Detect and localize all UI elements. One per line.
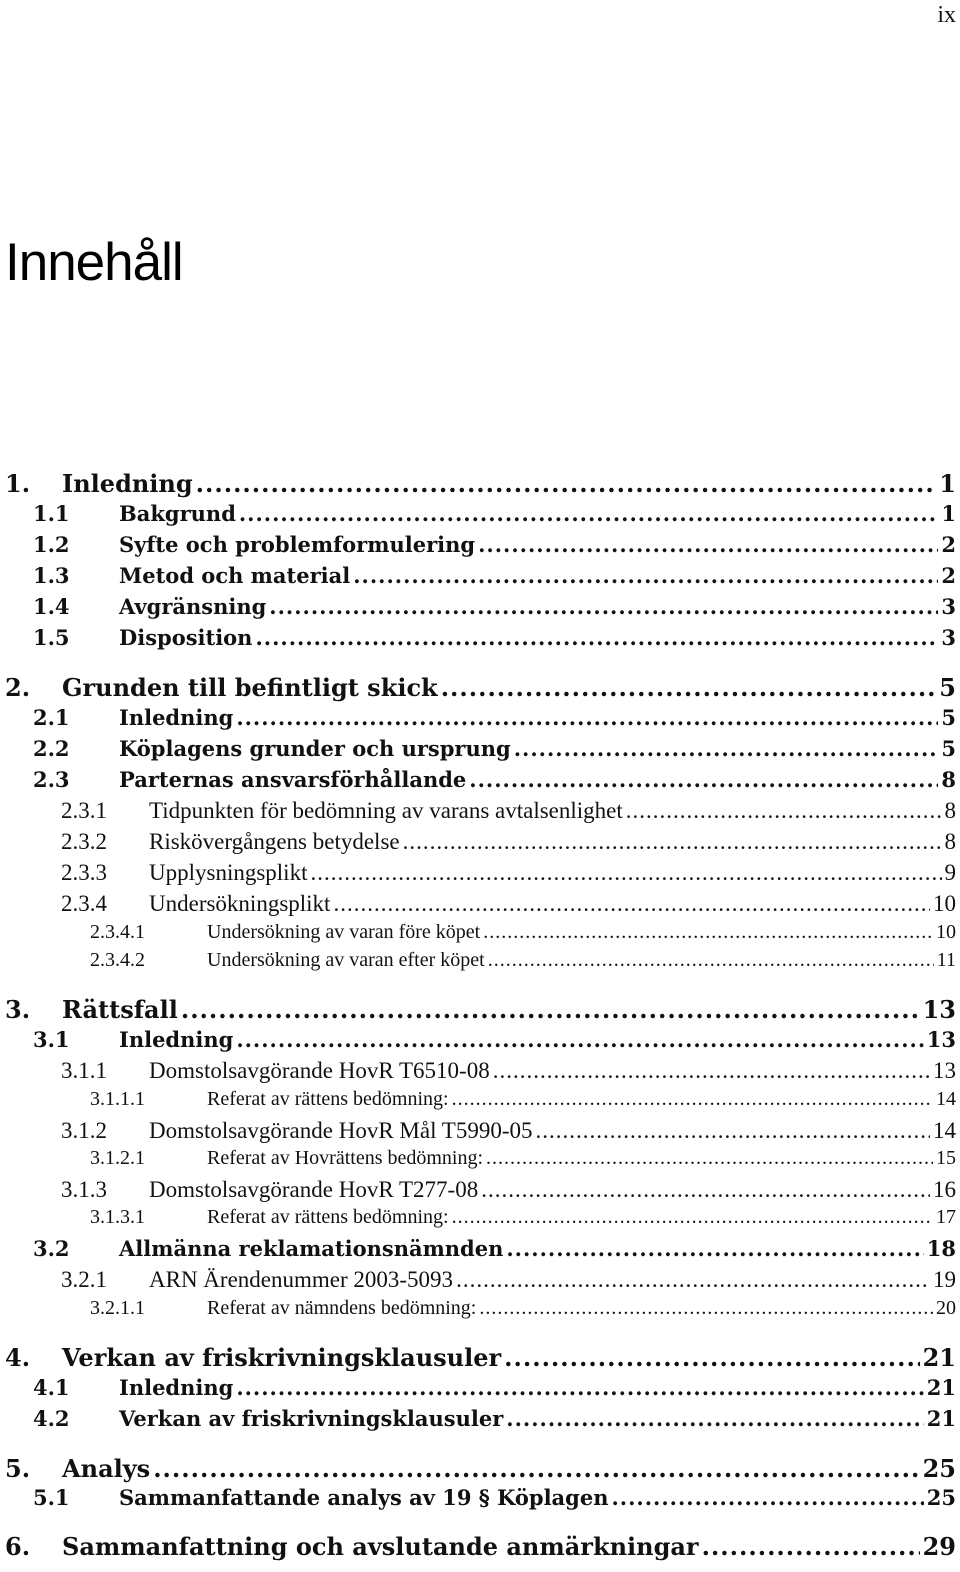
toc-entry-page: 11 — [936, 949, 956, 971]
toc-entry[interactable] — [0, 532, 960, 562]
toc-entry-number: 4. — [5, 1343, 31, 1372]
toc-dot-leader — [239, 501, 939, 526]
toc-entry-page: 3 — [941, 594, 956, 619]
page-number: ix — [937, 2, 956, 28]
toc-entry-label: Referat av Hovrättens bedömning: — [207, 1147, 484, 1169]
toc-dot-leader — [478, 532, 938, 557]
toc-entry-number: 3.1 — [33, 1027, 70, 1052]
toc-dot-leader — [353, 563, 938, 588]
toc-entry[interactable] — [0, 469, 960, 499]
toc-entry-label: Undersökningsplikt — [149, 891, 331, 916]
toc-dot-leader — [506, 1406, 924, 1431]
toc-entry-number: 1.3 — [33, 563, 70, 588]
toc-dot-leader — [333, 891, 930, 917]
toc-dot-leader — [236, 705, 938, 730]
toc-entry-label: ARN Ärendenummer 2003-5093 — [149, 1267, 454, 1292]
toc-entry-number: 3.1.1.1 — [90, 1088, 145, 1110]
toc-entry-number: 2.3.4 — [61, 891, 107, 916]
toc-dot-leader — [236, 1027, 923, 1052]
toc-entry-number: 4.2 — [33, 1406, 70, 1431]
toc-entry-page: 17 — [936, 1206, 956, 1228]
toc-entry[interactable] — [0, 1343, 960, 1373]
toc-dot-leader — [269, 594, 938, 619]
toc-entry[interactable] — [0, 594, 960, 624]
toc-entry-page: 16 — [933, 1177, 956, 1202]
toc-entry-number: 3.2.1.1 — [90, 1297, 145, 1319]
toc-dot-leader — [481, 1177, 930, 1203]
toc-dot-leader — [469, 767, 938, 792]
toc-entry[interactable] — [0, 921, 960, 951]
toc-entry-page: 25 — [926, 1485, 956, 1510]
page-title: Innehåll — [5, 233, 183, 292]
toc-entry-label: Verkan av friskrivningsklausuler — [119, 1406, 504, 1431]
toc-dot-leader — [536, 1118, 930, 1144]
toc-entry-label: Inledning — [119, 1375, 234, 1400]
toc-entry-page: 21 — [926, 1375, 956, 1400]
toc-entry-page: 5 — [941, 705, 956, 730]
toc-entry-label: Analys — [62, 1454, 151, 1483]
toc-entry-number: 1.1 — [33, 501, 70, 526]
toc-entry-page: 29 — [922, 1532, 956, 1561]
toc-entry-label: Verkan av friskrivningsklausuler — [62, 1343, 502, 1372]
toc-entry[interactable] — [0, 1267, 960, 1297]
toc-entry-label: Köplagens grunder och ursprung — [119, 736, 511, 761]
toc-entry-number: 1.2 — [33, 532, 70, 557]
toc-entry[interactable] — [0, 1375, 960, 1405]
toc-entry[interactable] — [0, 829, 960, 859]
toc-entry-number: 2.3.2 — [61, 829, 107, 854]
toc-entry[interactable] — [0, 949, 960, 979]
toc-entry[interactable] — [0, 673, 960, 703]
toc-dot-leader — [483, 921, 933, 944]
toc-entry-number: 4.1 — [33, 1375, 70, 1400]
toc-dot-leader — [452, 1088, 933, 1111]
toc-entry[interactable] — [0, 1297, 960, 1327]
toc-entry-number: 6. — [5, 1532, 31, 1561]
toc-entry-label: Inledning — [119, 705, 234, 730]
toc-dot-leader — [479, 1297, 933, 1320]
toc-entry-page: 5 — [941, 736, 956, 761]
toc-entry-label: Domstolsavgörande HovR Mål T5990-05 — [149, 1118, 533, 1143]
toc-dot-leader — [310, 860, 941, 886]
toc-dot-leader — [255, 625, 938, 650]
toc-entry-label: Sammanfattande analys av 19 § Köplagen — [119, 1485, 609, 1510]
toc-entry[interactable] — [0, 705, 960, 735]
toc-entry-page: 10 — [933, 891, 956, 916]
toc-entry-number: 2.3.3 — [61, 860, 107, 885]
toc-entry[interactable] — [0, 1485, 960, 1515]
toc-entry-number: 1.4 — [33, 594, 70, 619]
toc-entry-label: Undersökning av varan före köpet — [207, 921, 481, 943]
toc-entry[interactable] — [0, 767, 960, 797]
toc-entry-label: Metod och material — [119, 563, 351, 588]
toc-entry-number: 3.1.2.1 — [90, 1147, 145, 1169]
toc-entry-number: 3.2 — [33, 1236, 70, 1261]
toc-entry-page: 2 — [941, 532, 956, 557]
toc-entry-label: Grunden till befintligt skick — [62, 673, 438, 702]
toc-entry-number: 3.1.3.1 — [90, 1206, 145, 1228]
toc-entry-page: 1 — [941, 501, 956, 526]
toc-dot-leader — [488, 949, 934, 972]
toc-dot-leader — [514, 736, 939, 761]
toc-entry-label: Referat av nämndens bedömning: — [207, 1297, 477, 1319]
toc-entry-page: 25 — [922, 1454, 956, 1483]
toc-entry[interactable] — [0, 798, 960, 828]
toc-entry-label: Disposition — [119, 625, 253, 650]
toc-entry-page: 20 — [936, 1297, 956, 1319]
toc-entry-number: 2.2 — [33, 736, 70, 761]
toc-entry-page: 3 — [941, 625, 956, 650]
toc-entry[interactable] — [0, 1147, 960, 1177]
toc-entry-number: 2.3.4.2 — [90, 949, 145, 971]
toc-dot-leader — [626, 798, 942, 824]
toc-dot-leader — [506, 1236, 923, 1261]
toc-entry-label: Riskövergångens betydelse — [149, 829, 400, 854]
toc-entry[interactable] — [0, 860, 960, 890]
toc-entry-label: Sammanfattning och avslutande anmärkningar — [62, 1532, 699, 1561]
toc-entry-label: Allmänna reklamationsnämnden — [119, 1236, 504, 1261]
toc-entry-label: Parternas ansvarsförhållande — [119, 767, 467, 792]
toc-dot-leader — [181, 995, 920, 1024]
toc-entry-page: 1 — [939, 469, 956, 498]
toc-entry-page: 2 — [941, 563, 956, 588]
toc-entry[interactable] — [0, 1177, 960, 1207]
toc-entry-page: 13 — [933, 1058, 956, 1083]
toc-dot-leader — [493, 1058, 930, 1084]
toc-entry[interactable] — [0, 1236, 960, 1266]
toc-entry-page: 21 — [926, 1406, 956, 1431]
toc-entry-page: 13 — [922, 995, 956, 1024]
toc-entry-page: 21 — [922, 1343, 956, 1372]
toc-entry-page: 14 — [936, 1088, 956, 1110]
toc-entry-page: 15 — [936, 1147, 956, 1169]
toc-dot-leader — [611, 1485, 923, 1510]
toc-entry-page: 8 — [941, 767, 956, 792]
toc-entry-label: Inledning — [119, 1027, 234, 1052]
toc-dot-leader — [196, 469, 937, 498]
toc-entry-number: 5. — [5, 1454, 31, 1483]
toc-dot-leader — [456, 1267, 930, 1293]
toc-entry-page: 5 — [939, 673, 956, 702]
toc-entry-number: 2.3.4.1 — [90, 921, 145, 943]
toc-entry[interactable] — [0, 1118, 960, 1148]
toc-entry[interactable] — [0, 995, 960, 1025]
toc-entry-label: Upplysningsplikt — [149, 860, 308, 885]
toc-entry[interactable] — [0, 1206, 960, 1236]
toc-dot-leader — [153, 1454, 919, 1483]
toc-entry[interactable] — [0, 1027, 960, 1057]
toc-dot-leader — [702, 1532, 920, 1561]
toc-entry-page: 18 — [926, 1236, 956, 1261]
toc-entry[interactable] — [0, 891, 960, 921]
toc-entry-label: Inledning — [62, 469, 193, 498]
toc-dot-leader — [403, 829, 942, 855]
toc-entry-number: 3.1.2 — [61, 1118, 107, 1143]
toc-entry[interactable] — [0, 1088, 960, 1118]
toc-entry-label: Referat av rättens bedömning: — [207, 1206, 449, 1228]
toc-entry-label: Domstolsavgörande HovR T6510-08 — [149, 1058, 490, 1083]
toc-entry-label: Tidpunkten för bedömning av varans avtalsenlighet — [149, 798, 623, 823]
toc-entry-page: 8 — [944, 798, 956, 823]
toc-entry-page: 9 — [944, 860, 956, 885]
toc-dot-leader — [486, 1147, 933, 1170]
toc-entry-number: 2. — [5, 673, 31, 702]
toc-entry-label: Referat av rättens bedömning: — [207, 1088, 449, 1110]
toc-entry-number: 1.5 — [33, 625, 70, 650]
toc-entry-label: Bakgrund — [119, 501, 236, 526]
toc-dot-leader — [441, 673, 937, 702]
toc-entry-page: 13 — [926, 1027, 956, 1052]
toc-entry-number: 3.1.1 — [61, 1058, 107, 1083]
toc-entry-label: Syfte och problemformulering — [119, 532, 476, 557]
toc-dot-leader — [452, 1206, 933, 1229]
toc-entry-number: 3.1.3 — [61, 1177, 107, 1202]
toc-entry[interactable] — [0, 736, 960, 766]
toc-entry-label: Domstolsavgörande HovR T277-08 — [149, 1177, 479, 1202]
toc-entry[interactable] — [0, 1532, 960, 1562]
toc-entry-page: 19 — [933, 1267, 956, 1292]
toc-entry-page: 10 — [936, 921, 956, 943]
toc-entry-number: 2.3.1 — [61, 798, 107, 823]
toc-entry-label: Rättsfall — [62, 995, 178, 1024]
toc-entry-number: 2.3 — [33, 767, 70, 792]
toc-entry-number: 5.1 — [33, 1485, 70, 1510]
toc-entry-number: 3. — [5, 995, 31, 1024]
toc-entry-label: Undersökning av varan efter köpet — [207, 949, 485, 971]
toc-dot-leader — [236, 1375, 923, 1400]
toc-entry[interactable] — [0, 563, 960, 593]
toc-entry-page: 8 — [944, 829, 956, 854]
toc-entry[interactable] — [0, 625, 960, 655]
toc-entry[interactable] — [0, 1058, 960, 1088]
toc-entry[interactable] — [0, 1406, 960, 1436]
toc-entry-label: Avgränsning — [119, 594, 267, 619]
toc-entry-number: 2.1 — [33, 705, 70, 730]
toc-entry-number: 1. — [5, 469, 31, 498]
toc-entry-number: 3.2.1 — [61, 1267, 107, 1292]
toc-entry-page: 14 — [933, 1118, 956, 1143]
toc-entry[interactable] — [0, 501, 960, 531]
toc-entry[interactable] — [0, 1454, 960, 1484]
toc-dot-leader — [504, 1343, 919, 1372]
